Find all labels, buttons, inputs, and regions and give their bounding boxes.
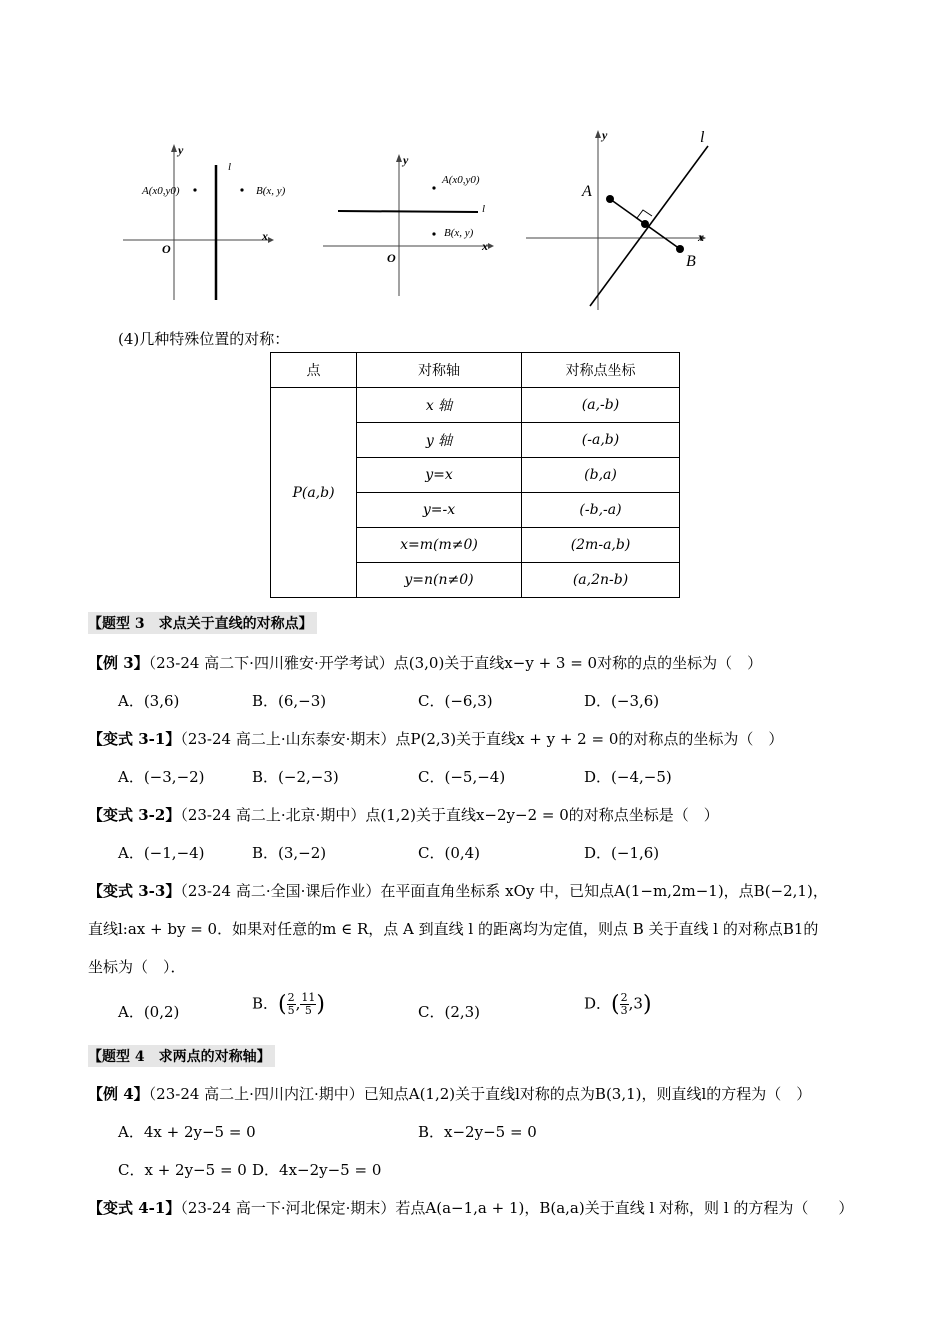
question-stem: 若点A(a−1,a + 1)，B(a,a)关于直线 l 对称，则 l 的方程为（ ） [395, 1199, 854, 1217]
numerator: 2 [287, 991, 295, 1004]
point-a [432, 186, 435, 189]
denominator: 5 [287, 1004, 295, 1017]
coord-cell: (b,a) [522, 458, 680, 493]
table-header: 对称轴 [357, 353, 522, 388]
option-c[interactable]: C．(2,3) [418, 1003, 481, 1021]
variant-3-2 [88, 804, 719, 825]
example-3 [88, 652, 762, 673]
paren-close: ) [316, 992, 325, 1017]
label-b: B(x, y) [256, 185, 286, 197]
table-header: 对称点坐标 [522, 353, 680, 388]
label-x: x [698, 230, 704, 244]
label-a: A(x0,y0) [442, 174, 480, 186]
question-source: （23-24 高二上·北京·期中） [180, 806, 366, 824]
paren-open: ( [611, 992, 620, 1017]
option-a[interactable]: A．(−1,−4) [118, 844, 205, 862]
point-cell: P(a,b) [271, 388, 357, 598]
label-y: y [403, 153, 409, 167]
figure-horizontal-line-symmetry [318, 150, 503, 300]
variant-3-3-line3: 坐标为（ ）． [88, 958, 186, 976]
figure-oblique-line-symmetry [522, 124, 722, 314]
question-tag: 【变式 3-1】 [88, 730, 181, 748]
variant-4-1 [88, 1197, 853, 1218]
variant-3-3-line1 [88, 880, 828, 901]
question-source: （23-24 高二·全国·课后作业） [180, 882, 381, 900]
option-b[interactable]: B．(6,−3) [252, 692, 327, 710]
fraction [620, 992, 629, 1017]
y-arrow [171, 144, 177, 152]
fraction [300, 992, 316, 1017]
label-l: l [228, 161, 232, 173]
variant-3-1 [88, 728, 783, 749]
label-a: A(x0,y0) [142, 185, 180, 197]
option-b[interactable]: B．(−2,−3) [252, 768, 339, 786]
option-a[interactable]: A．(0,2) [118, 1003, 180, 1021]
y-arrow [396, 154, 402, 162]
coord-cell: (2m-a,b) [522, 528, 680, 563]
section-heading-type4: 【题型 4 求两点的对称轴】 [88, 1045, 275, 1067]
option-label: B． [252, 994, 279, 1013]
label-l: l [700, 129, 705, 146]
question-source: （23-24 高一下·河北保定·期末） [180, 1199, 396, 1217]
question-tag: 【变式 3-2】 [88, 806, 181, 824]
point-b [240, 188, 243, 191]
question-tag: 【例 4】 [88, 1085, 149, 1103]
point-a [193, 188, 196, 191]
label-o: O [387, 251, 396, 265]
option-d[interactable]: D．4x−2y−5 = 0 [252, 1161, 382, 1179]
question-source: （23-24 高二上·山东泰安·期末） [180, 730, 396, 748]
question-stem: 点P(2,3)关于直线x + y + 2 = 0的对称点的坐标为（ ） [395, 730, 784, 748]
point-a [606, 195, 614, 203]
axis-cell: y=n(n≠0) [357, 563, 522, 598]
figure-vertical-line-symmetry [118, 140, 286, 310]
question-stem: 点(3,0)关于直线x−y + 3 = 0对称的点的坐标为（ ） [393, 654, 763, 672]
axis-cell: x 轴 [357, 388, 522, 423]
option-c[interactable]: C．(0,4) [418, 844, 481, 862]
denominator: 5 [304, 1004, 312, 1017]
option-b[interactable]: B．( $\frac{2}{5}$ , $\frac{11}{5}$ ) [252, 991, 325, 1017]
question-source: （23-24 高二上·四川内江·期中） [148, 1085, 364, 1103]
coord-cell: (-a,b) [522, 423, 680, 458]
variant-3-3-line2: 直线l:ax + by = 0．如果对任意的m ∈ R，点 A 到直线 l 的距离均为定值，则点 B 关于直线 l 的对称点B1的 [88, 920, 819, 938]
option-a[interactable]: A．(−3,−2) [118, 768, 205, 786]
fraction-tail: ,3 [628, 994, 643, 1013]
label-b: B(x, y) [444, 227, 474, 239]
table-header: 点 [271, 353, 357, 388]
option-a[interactable]: A．4x + 2y−5 = 0 [118, 1123, 256, 1141]
option-d[interactable]: D．(−1,6) [584, 844, 660, 862]
line-l [338, 211, 478, 212]
question-tag: 【变式 3-3】 [88, 882, 181, 900]
question-stem: 在平面直角坐标系 xOy 中，已知点A(1−m,2m−1)，点B(−2,1)， [380, 882, 828, 900]
axis-cell: x=m(m≠0) [357, 528, 522, 563]
option-c[interactable]: C．(−5,−4) [418, 768, 506, 786]
section-intro: (4)几种特殊位置的对称： [118, 330, 290, 348]
label-a: A [582, 183, 592, 200]
question-stem: 点(1,2)关于直线x−2y−2 = 0的对称点坐标是（ ） [365, 806, 719, 824]
axis-cell: y=x [357, 458, 522, 493]
option-b[interactable]: B．(3,−2) [252, 844, 327, 862]
point-mid [641, 220, 649, 228]
point-b [432, 232, 435, 235]
label-o: O [162, 242, 171, 256]
label-b: B [686, 253, 696, 270]
paren-close: ) [642, 992, 652, 1017]
y-arrow [595, 130, 601, 138]
option-d[interactable]: D．(−3,6) [584, 692, 660, 710]
x-arrow [488, 243, 494, 249]
option-b[interactable]: B．x−2y−5 = 0 [418, 1123, 537, 1141]
table-header-row [271, 353, 680, 388]
numerator: 11 [301, 991, 316, 1004]
option-d[interactable] [584, 992, 652, 1017]
example-4 [88, 1083, 811, 1104]
option-c[interactable]: C．(−6,3) [418, 692, 493, 710]
axis-cell: y=-x [357, 493, 522, 528]
question-stem: 已知点A(1,2)关于直线l对称的点为B(3,1)，则直线l的方程为（ ） [363, 1085, 812, 1103]
question-tag: 【变式 4-1】 [88, 1199, 181, 1217]
coord-cell: (-b,-a) [522, 493, 680, 528]
label-l: l [482, 203, 486, 215]
question-source: （23-24 高二下·四川雅安·开学考试） [148, 654, 394, 672]
option-d[interactable]: D．(−4,−5) [584, 768, 672, 786]
option-a[interactable]: A．(3,6) [118, 692, 180, 710]
option-label: D． [584, 994, 612, 1013]
denominator: 3 [620, 1004, 628, 1017]
coord-cell: (a,-b) [522, 388, 680, 423]
paren-open: ( [278, 992, 287, 1017]
x-arrow [268, 237, 274, 243]
axis-cell: y 轴 [357, 423, 522, 458]
label-x: x [482, 239, 488, 253]
symmetry-table [270, 352, 680, 598]
question-tag: 【例 3】 [88, 654, 149, 672]
right-angle-mark [637, 210, 652, 218]
section-heading-type3: 【题型 3 求点关于直线的对称点】 [88, 612, 317, 634]
option-c[interactable]: C．x + 2y−5 = 0 [118, 1161, 247, 1179]
label-y: y [602, 128, 608, 142]
point-b [676, 245, 684, 253]
label-y: y [178, 143, 184, 157]
coord-cell: (a,2n-b) [522, 563, 680, 598]
fraction [287, 992, 296, 1017]
table-row [271, 388, 680, 423]
numerator: 2 [620, 991, 628, 1004]
label-x: x [262, 229, 268, 243]
